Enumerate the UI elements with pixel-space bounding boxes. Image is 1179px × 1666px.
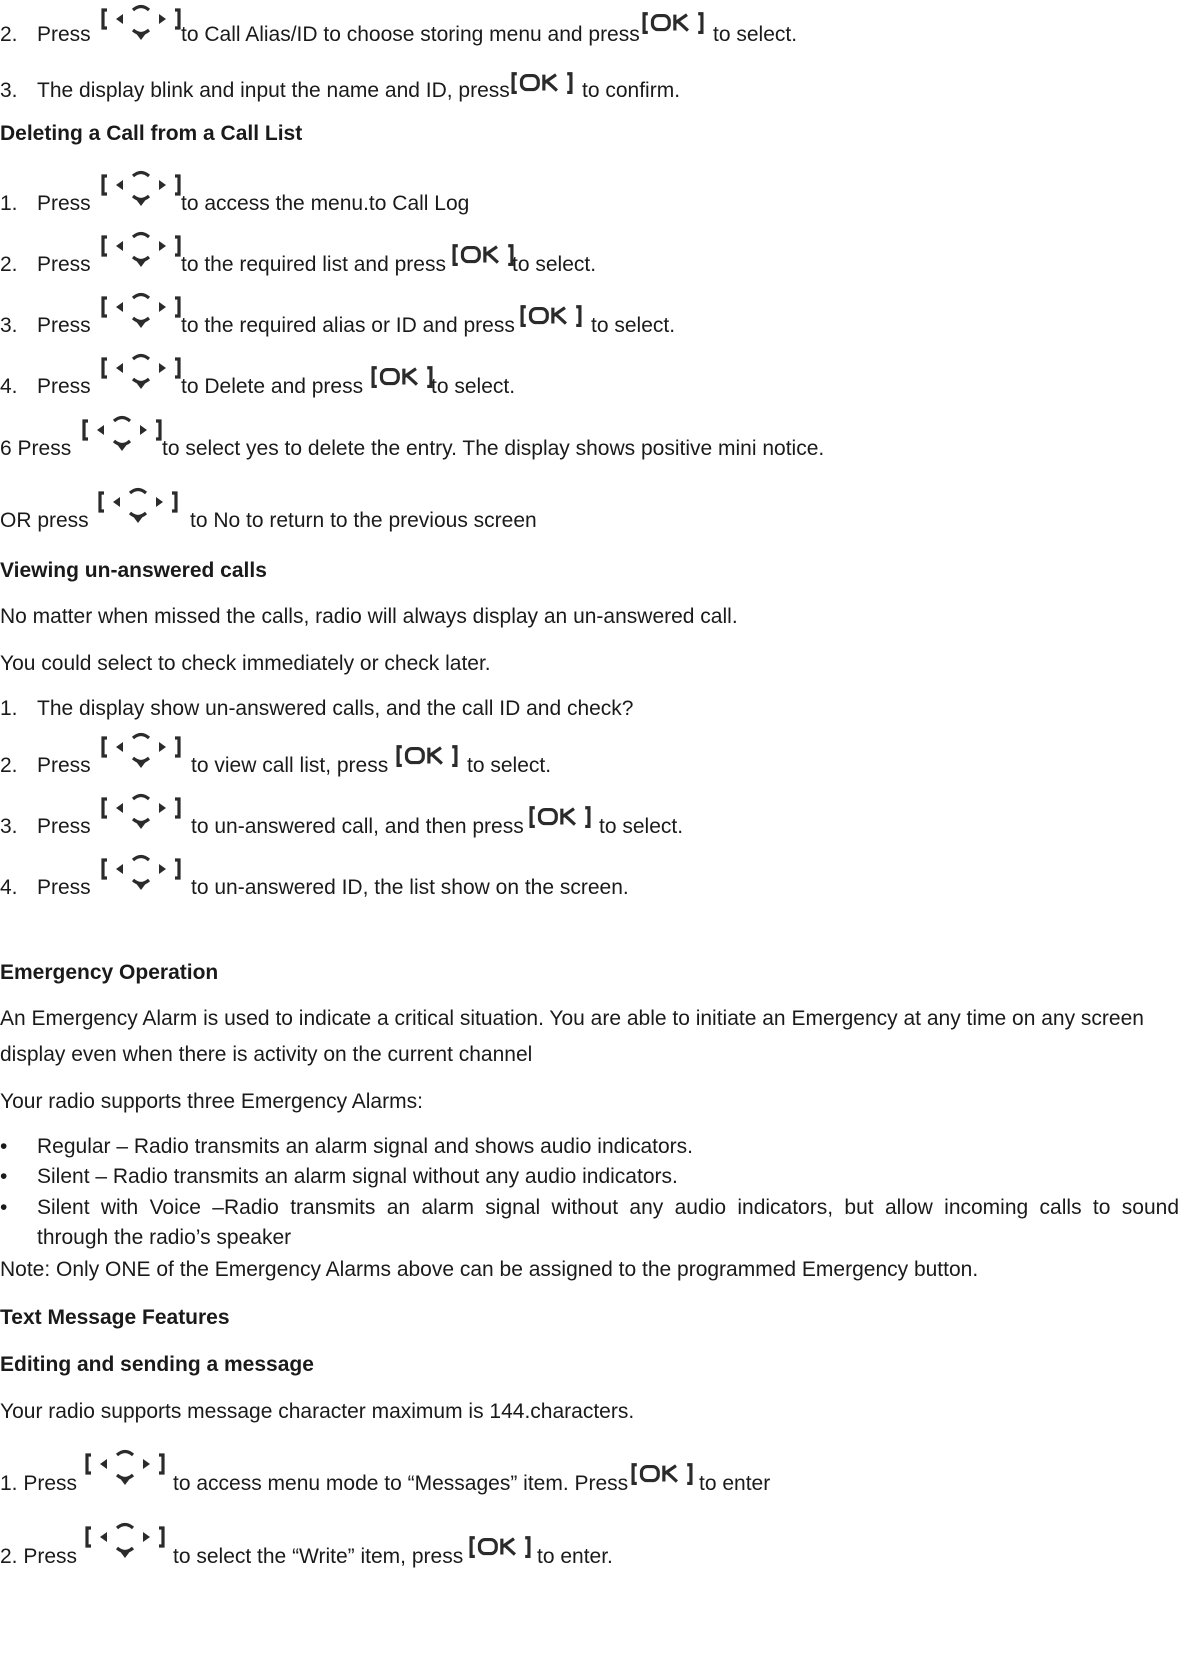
navigation-key-icon — [101, 730, 181, 774]
navigation-key-icon — [101, 290, 181, 334]
paragraph: Your radio supports message character maximum is 144.characters. — [0, 1400, 635, 1423]
ok-key-icon — [642, 10, 704, 38]
section-heading: Text Message Features — [0, 1306, 230, 1329]
paragraph: Your radio supports three Emergency Alarms: — [0, 1090, 423, 1113]
ok-key-icon — [520, 303, 582, 331]
navigation-key-icon — [101, 351, 181, 395]
ok-key-icon — [631, 1461, 693, 1489]
navigation-key-icon — [85, 1520, 165, 1564]
navigation-key-icon — [101, 852, 181, 896]
section-heading: Viewing un-answered calls — [0, 559, 267, 582]
paragraph: display even when there is activity on the current channel — [0, 1043, 533, 1066]
note: Note: Only ONE of the Emergency Alarms above can be assigned to the programmed Emergency button. — [0, 1258, 979, 1281]
ok-key-icon — [396, 743, 458, 771]
navigation-key-icon — [85, 1447, 165, 1491]
paragraph: You could select to check immediately or check later. — [0, 652, 491, 675]
ok-key-icon — [371, 364, 433, 392]
paragraph: No matter when missed the calls, radio will always display an un-answered call. — [0, 605, 738, 628]
navigation-key-icon — [101, 791, 181, 835]
section-heading: Emergency Operation — [0, 961, 219, 984]
ok-key-icon — [529, 804, 591, 832]
section-subheading: Editing and sending a message — [0, 1353, 314, 1376]
navigation-key-icon — [101, 168, 181, 212]
navigation-key-icon — [98, 485, 178, 529]
navigation-key-icon — [101, 2, 181, 46]
section-heading: Deleting a Call from a Call List — [0, 122, 303, 145]
navigation-key-icon — [82, 413, 162, 457]
list-item-continuation: through the radio’s speaker — [37, 1226, 292, 1249]
ok-key-icon — [511, 70, 573, 98]
ok-key-icon — [452, 242, 514, 270]
navigation-key-icon — [101, 229, 181, 273]
paragraph: An Emergency Alarm is used to indicate a critical situation. You are able to initiate an Emergency at any time on any screen — [0, 1007, 1144, 1030]
ok-key-icon — [469, 1534, 531, 1562]
